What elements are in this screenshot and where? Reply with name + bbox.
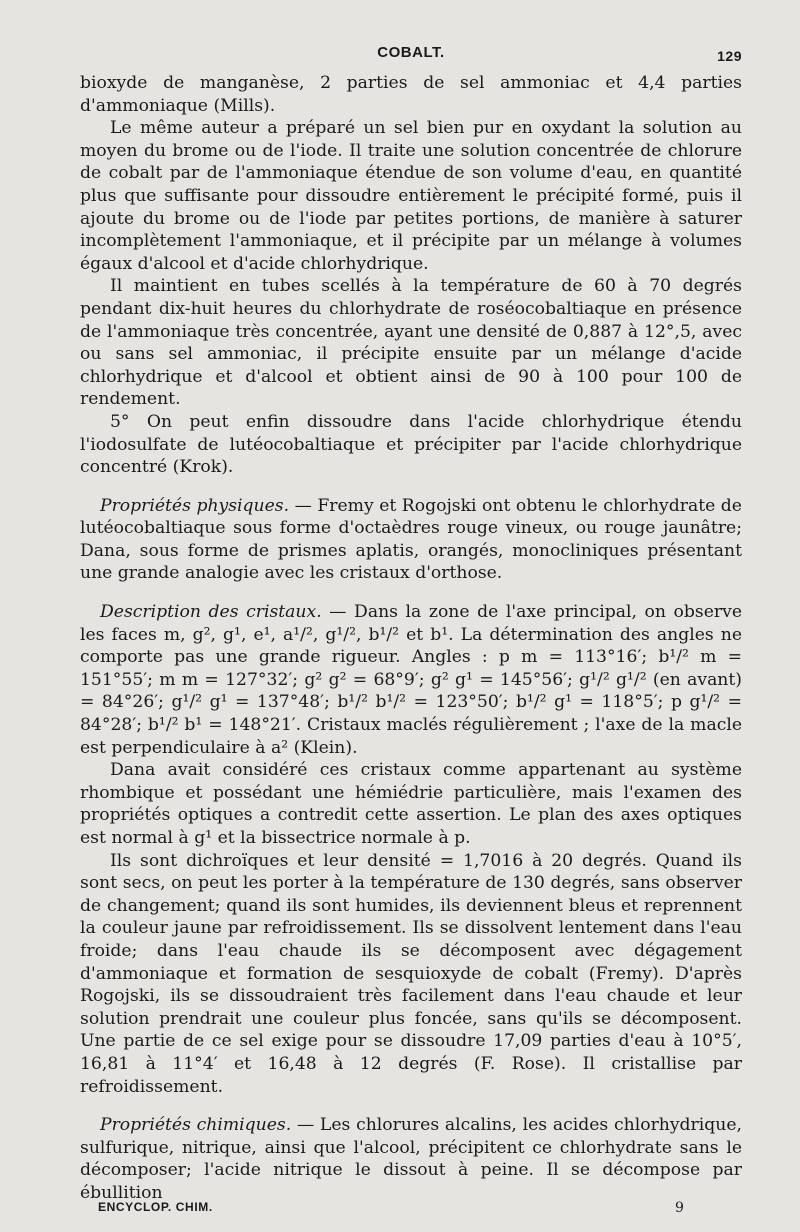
section-physical-properties [80, 495, 742, 585]
paragraph-bromine-method: Le même auteur a préparé un sel bien pur en oxydant la solution au moyen du brome ou de l'iode. Il traite une solution concentrée de chlorure de cobalt par de l'ammoniaque étendue de son volume d'eau, en quantité plus que suffisante pour dissoudre entièrement le précipité formé, puis il ajoute du brome ou de l'iode par petites portions, de manière à saturer incomplètement l'ammoniaque, et il précipite par un mélange à volumes égaux d'alcool et d'acide chlorhydrique. [80, 118, 742, 274]
paragraph-dana-optics: Dana avait considéré ces cristaux comme appartenant au système rhombique et possédant une hémiédrie particulière, mais l'examen des propriétés optiques a contredit cette assertion. Le plan des axes optiques est normal à g¹ et la bissectrice normale à p. [80, 760, 742, 848]
page-body [80, 72, 742, 1205]
page-footer [80, 1200, 742, 1220]
footer-signature-number: 9 [675, 1200, 684, 1216]
paragraph-krok-method: 5° On peut enfin dissoudre dans l'acide chlorhydrique étendu l'iodosulfate de lutéocobaltiaque et précipiter par l'acide chlorhydrique concentré (Krok). [80, 411, 742, 478]
heading-physical-properties: Propriétés physiques. [100, 495, 290, 516]
page-title: COBALT. [377, 44, 445, 61]
section-chemical-properties [80, 1114, 742, 1204]
paragraph-sealed-tubes: Il maintient en tubes scellés à la température de 60 à 70 degrés pendant dix-huit heures du chlorhydrate de roséocobaltiaque en présence de l'ammoniaque très concentrée, ayant une densité de 0,887 à 12°,5, avec ou sans sel ammoniac, il précipite ensuite par un mélange d'acide chlorhydrique et d'alcool et obtient ainsi de 90 à 100 pour 100 de rendement. [80, 276, 742, 410]
text-physical-properties: — Fremy et Rogojski ont obtenu le chlorhydrate de lutéocobaltiaque sous forme d'octaèdres rouge vineux, ou rouge jaunâtre; Dana, sous forme de prismes aplatis, orangés, monocliniques présentant une grande analogie avec les cristaux d'orthose. [80, 495, 742, 584]
heading-chemical-properties: Propriétés chimiques. [100, 1115, 292, 1136]
paragraph-continuation: bioxyde de manganèse, 2 parties de sel ammoniac et 4,4 parties d'ammoniaque (Mills). [80, 73, 742, 116]
paragraph-density-solubility: Ils sont dichroïques et leur densité = 1,7016 à 20 degrés. Quand ils sont secs, on peut les porter à la température de 130 degrés, sans observer de changement; quand ils sont humides, ils deviennent bleus et reprennent la couleur jaune par refroidissement. Ils se dissolvent lentement dans l'eau froide; dans l'eau chaude ils se décomposent avec dégagement d'ammoniaque et formation de sesquioxyde de cobalt (Fremy). D'après Rogojski, ils se dissoudraient très facilement dans l'eau chaude et leur solution prendrait une couleur plus foncée, sans qu'ils se décomposent. Une partie de ce sel exige pour se dissoudre 17,09 parties d'eau à 10°5′, 16,81 à 11°4′ et 16,48 à 12 degrés (F. Rose). Il cristallise par refroidissement. [80, 850, 742, 1097]
page-number: 129 [717, 48, 742, 64]
text-crystal-description: — Dans la zone de l'axe principal, on observe les faces m, g², g¹, e¹, a¹/², g¹/², b¹/² et b¹. La détermination des angles ne comporte pas une grande rigueur. Angles : p m = 113°16′; b¹/² m = 151°55′; m m = 127°32′; g² g² = 68°9′; g² g¹ = 145°56′; g¹/² g¹/² (en avant) = 84°26′; g¹/² g¹ = 137°48′; b¹/² b¹/² = 123°50′; b¹/² g¹ = 118°5′; p g¹/² = 84°28′; b¹/² b¹ = 148°21′. Cristaux maclés régulièrement ; l'axe de la macle est perpendiculaire à a² (Klein). [80, 602, 742, 758]
heading-crystal-description: Description des cristaux. [100, 602, 322, 623]
footer-signature: ENCYCLOP. CHIM. [98, 1200, 213, 1214]
running-head [80, 44, 742, 68]
section-crystal-description [80, 601, 742, 759]
text-chemical-properties: — Les chlorures alcalins, les acides chlorhydrique, sulfurique, nitrique, ainsi que l'alcool, précipitent ce chlorhydrate sans le décomposer; l'acide nitrique le dissout à peine. Il se décompose par ébullition [80, 1115, 742, 1203]
